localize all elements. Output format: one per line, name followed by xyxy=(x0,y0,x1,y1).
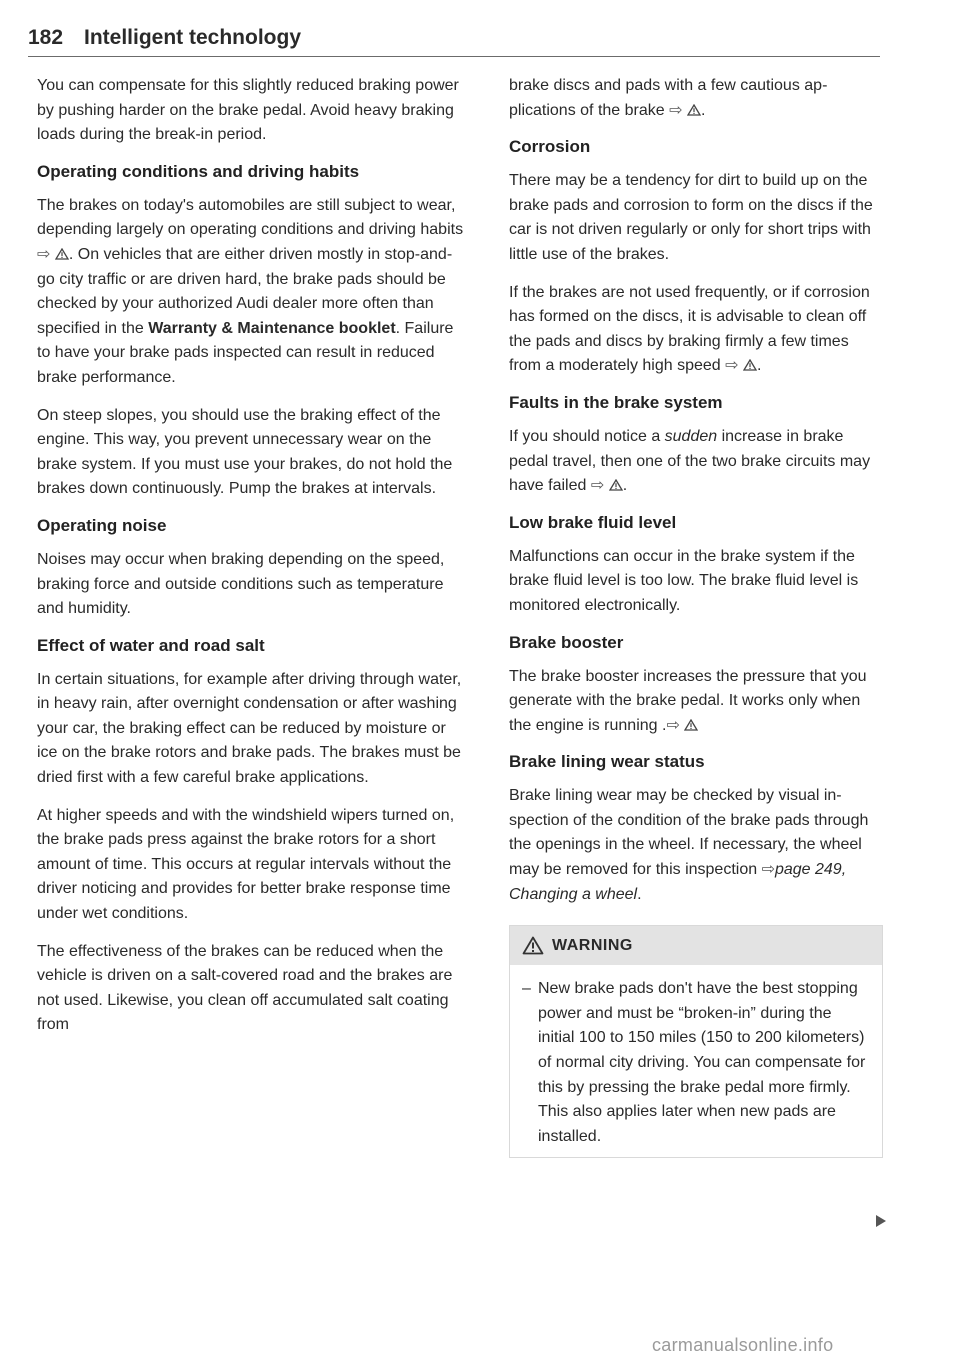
changing-wheel-link[interactable]: page 249, Changing a wheel xyxy=(509,861,847,903)
booster-paragraph: The brake booster increases the pressure that you generate with the brake pedal. It works only when the engine is running .⇨ xyxy=(509,667,867,734)
fluid-paragraph: Malfunctions can occur in the brake system if the brake fluid level is too low. The brake fluid level is monitored electronically. xyxy=(509,547,859,614)
heading-corrosion: Corrosion xyxy=(509,137,591,157)
warning-item-dash: – xyxy=(522,980,531,998)
section-title: Intelligent technology xyxy=(84,26,302,49)
warning-item xyxy=(522,977,870,1149)
salt-paragraph: The effectiveness of the brakes can be reduced when the vehicle is driven on a salt-covered road and the brakes are not used. Likewise, you clean off accumulated salt coating from xyxy=(37,942,453,1034)
warning-triangle-icon xyxy=(687,104,701,116)
arrow-icon: ⇨ xyxy=(37,245,51,263)
continue-arrow-icon xyxy=(874,1213,888,1229)
watermark: carmanualsonline.info xyxy=(652,1335,834,1355)
heading-operating-conditions: Operating conditions and driving habits xyxy=(37,161,360,181)
noise-paragraph: Noises may occur when braking depending on the speed, braking force and outside conditions such as temperature and humidity. xyxy=(37,550,445,618)
operating-paragraph: The brakes on today's automobiles are still subject to wear, depending largely on operating conditions and driving habits ⇨ . On vehicles that are either driven mostly in stop-and-go city traffic or are driven hard, the brake pads should be checked by your authorized Audi dealer more often than specified in the Warranty & Maintenance booklet. Failure to have your brake pads inspected can result in reduced brake performance. xyxy=(37,196,464,386)
warning-title: WARNING xyxy=(552,936,633,954)
heading-booster: Brake booster xyxy=(509,632,624,652)
heading-water-salt: Effect of water and road salt xyxy=(37,635,265,655)
warning-triangle-icon xyxy=(684,719,698,731)
arrow-icon: ⇨ xyxy=(761,861,775,879)
arrow-icon: ⇨ xyxy=(590,477,605,495)
corrosion-paragraph-1: There may be a tendency for dirt to build up on the brake pads and corrosion to form on the discs if the car is not driven regularly or only for short trips with little use of the brakes. xyxy=(509,172,873,263)
page-number: 182 xyxy=(28,26,64,49)
corrosion-paragraph-2: If the brakes are not used frequently, or if corrosion has formed on the discs, it is advisable to clean off the pads and discs by braking firmly a few times from a moderately high speed ⇨ . xyxy=(509,283,870,375)
faults-paragraph: If you should notice a sudden increase in brake pedal travel, then one of the two brake circuits may have failed ⇨ . xyxy=(509,427,871,495)
water-paragraph: In certain situations, for example after driving through water, in heavy rain, after overnight condensation or after washing your car, the braking effect can be reduced by moisture or ice on the brake rotors and brake pads. The brakes must be dried first with a few careful brake applications. xyxy=(37,670,462,787)
warning-triangle-icon xyxy=(609,479,623,491)
heading-faults: Faults in the brake system xyxy=(509,392,723,412)
warning-triangle-icon xyxy=(743,359,757,371)
heading-lining-wear: Brake lining wear status xyxy=(509,752,705,772)
arrow-icon: ⇨ xyxy=(669,101,683,119)
heading-operating-noise: Operating noise xyxy=(37,515,167,535)
warning-triangle-icon xyxy=(522,936,544,955)
arrow-icon: ⇨ xyxy=(725,357,739,375)
heading-low-fluid: Low brake fluid level xyxy=(509,512,677,532)
intro-paragraph: You can compensate for this slightly reduced braking power by pushing harder on the brake pedal. Avoid heavy braking loads during the break-in period. xyxy=(37,77,459,144)
warning-body xyxy=(510,965,882,1157)
left-column xyxy=(37,74,467,1051)
warning-triangle-icon xyxy=(55,248,69,260)
speeds-paragraph: At higher speeds and with the windshield wipers turned on, the brake pads press against the brake rotors for a short amount of time. This occurs at regular intervals without the driver noticing and provides for better brake response time under wet conditions. xyxy=(37,806,455,923)
warranty-booklet-ref: Warranty & Maintenance booklet xyxy=(148,319,396,337)
slopes-paragraph: On steep slopes, you should use the braking effect of the engine. This way, you prevent unnecessary wear on the brake system. If you must use your brakes, do not hold the brakes down continuously. Pump the brakes at intervals. xyxy=(37,406,453,498)
right-column xyxy=(509,74,881,1158)
lining-paragraph: Brake lining wear may be checked by visual inspection of the condition of the brake pads through the openings in the wheel. If necessary, the wheel may be removed for this inspection ⇨page 249, Changing a wheel. xyxy=(509,787,869,903)
salt-continued-paragraph: brake discs and pads with a few cautious applications of the brake ⇨ . xyxy=(509,77,828,119)
page-header xyxy=(28,22,880,57)
arrow-icon: ⇨ xyxy=(666,716,680,734)
warning-box xyxy=(509,925,883,1158)
warning-item-text: New brake pads don't have the best stopping power and must be “broken-in” during the initial 100 to 150 miles (150 to 200 kilometers) of normal city driving. You can compensate for this by pressing the brake pedal more firmly. This also applies later when new pads are installed. xyxy=(538,980,866,1145)
warning-header xyxy=(510,926,882,965)
